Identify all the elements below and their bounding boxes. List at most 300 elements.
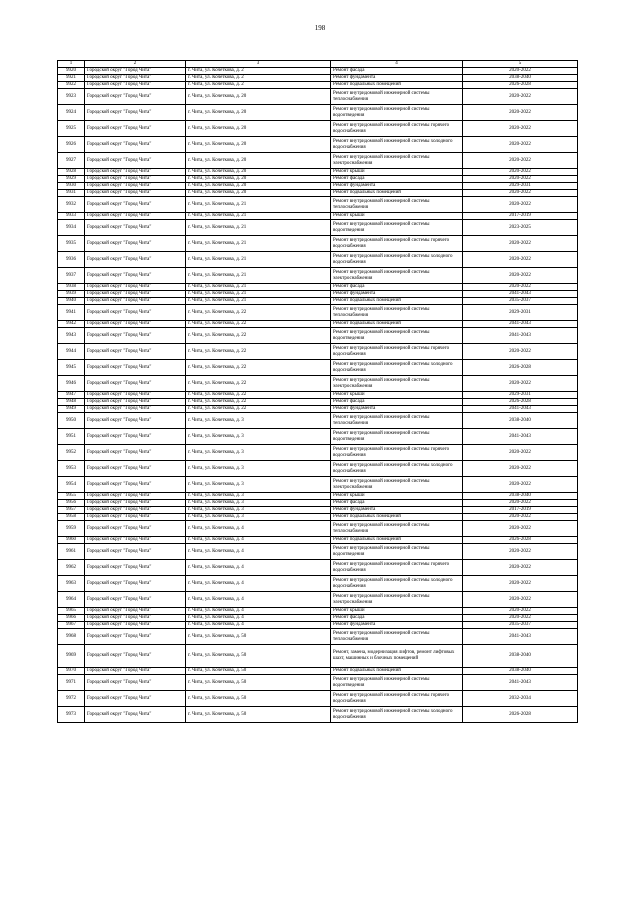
- work-type-cell: Ремонт внутридомовой инженерной системы электроснабжения: [331, 592, 463, 608]
- address-cell: г. Чита, ул. Кочеткова, д. 4: [186, 608, 331, 615]
- municipality-cell: Городской округ "Город Чита": [85, 406, 186, 413]
- address-cell: г. Чита, ул. Кочеткова, д. 21: [186, 284, 331, 291]
- table-row: [58, 183, 578, 190]
- work-type-cell: Ремонт внутридомовой инженерной системы водоотведения: [331, 328, 463, 344]
- table-row: [58, 445, 578, 461]
- row-number: 9925: [58, 121, 85, 137]
- period-cell: 2020-2022: [463, 190, 578, 197]
- work-type-cell: Ремонт внутридомовой инженерной системы электроснабжения: [331, 268, 463, 284]
- period-cell: 2026-2028: [463, 360, 578, 376]
- address-cell: г. Чита, ул. Кочеткова, д. 21: [186, 213, 331, 220]
- row-number: 9939: [58, 291, 85, 298]
- row-number: 9973: [58, 707, 85, 723]
- municipality-cell: Городской округ "Город Чита": [85, 608, 186, 615]
- work-type-cell: Ремонт внутридомовой инженерной системы теплоснабжения: [331, 629, 463, 645]
- row-number: 9932: [58, 197, 85, 213]
- address-cell: г. Чита, ул. Кочеткова, д. 20: [186, 153, 331, 169]
- address-cell: г. Чита, ул. Кочеткова, д. 22: [186, 360, 331, 376]
- period-cell: 2020-2022: [463, 376, 578, 392]
- period-cell: 2026-2028: [463, 82, 578, 89]
- period-cell: 2029-2031: [463, 392, 578, 399]
- municipality-cell: Городской округ "Город Чита": [85, 252, 186, 268]
- period-cell: 2038-2040: [463, 493, 578, 500]
- address-cell: г. Чита, ул. Кочеткова, д. 4: [186, 544, 331, 560]
- address-cell: г. Чита, ул. Кочеткова, д. 50: [186, 675, 331, 691]
- table-row: [58, 668, 578, 675]
- work-type-cell: Ремонт внутридомовой инженерной системы водоотведения: [331, 544, 463, 560]
- address-cell: г. Чита, ул. Кочеткова, д. 3: [186, 507, 331, 514]
- municipality-cell: Городской округ "Город Чита": [85, 153, 186, 169]
- row-number: 9930: [58, 183, 85, 190]
- municipality-cell: Городской округ "Город Чита": [85, 121, 186, 137]
- municipality-cell: Городской округ "Город Чита": [85, 190, 186, 197]
- address-cell: г. Чита, ул. Кочеткова, д. 21: [186, 197, 331, 213]
- table-row: [58, 493, 578, 500]
- table-row: [58, 477, 578, 493]
- period-cell: 2017-2019: [463, 507, 578, 514]
- work-type-cell: Ремонт внутридомовой инженерной системы горячего водоснабжения: [331, 691, 463, 707]
- row-number: 9970: [58, 668, 85, 675]
- table-row: [58, 399, 578, 406]
- municipality-cell: Городской округ "Город Чита": [85, 213, 186, 220]
- work-type-cell: Ремонт подвальных помещений: [331, 190, 463, 197]
- work-type-cell: Ремонт, замена, модернизация лифтов, ремонт лифтовых шахт, машинных и блочных помещений: [331, 645, 463, 668]
- address-cell: г. Чита, ул. Кочеткова, д. 4: [186, 537, 331, 544]
- table-row: [58, 284, 578, 291]
- row-number: 9959: [58, 521, 85, 537]
- municipality-cell: Городской округ "Город Чита": [85, 500, 186, 507]
- period-cell: 2020-2022: [463, 500, 578, 507]
- municipality-cell: Городской округ "Город Чита": [85, 544, 186, 560]
- period-cell: 2026-2028: [463, 707, 578, 723]
- municipality-cell: Городской округ "Город Чита": [85, 291, 186, 298]
- work-type-cell: Ремонт фасада: [331, 615, 463, 622]
- municipality-cell: Городской округ "Город Чита": [85, 105, 186, 121]
- address-cell: г. Чита, ул. Кочеткова, д. 3: [186, 477, 331, 493]
- period-cell: 2020-2022: [463, 445, 578, 461]
- table-row: [58, 121, 578, 137]
- address-cell: г. Чита, ул. Кочеткова, д. 21: [186, 298, 331, 305]
- row-number: 9942: [58, 321, 85, 328]
- address-cell: г. Чита, ул. Кочеткова, д. 22: [186, 328, 331, 344]
- municipality-cell: Городской округ "Город Чита": [85, 305, 186, 321]
- period-cell: 2020-2022: [463, 153, 578, 169]
- row-number: 9922: [58, 82, 85, 89]
- work-type-cell: Ремонт внутридомовой инженерной системы водоотведения: [331, 675, 463, 691]
- table-row: [58, 560, 578, 576]
- table-row: [58, 75, 578, 82]
- address-cell: г. Чита, ул. Кочеткова, д. 22: [186, 376, 331, 392]
- address-cell: г. Чита, ул. Кочеткова, д. 22: [186, 305, 331, 321]
- period-cell: 2020-2022: [463, 121, 578, 137]
- table-row: [58, 592, 578, 608]
- period-cell: 2020-2022: [463, 105, 578, 121]
- municipality-cell: Городской округ "Город Чита": [85, 560, 186, 576]
- period-cell: 2020-2022: [463, 560, 578, 576]
- row-number: 9934: [58, 220, 85, 236]
- row-number: 9946: [58, 376, 85, 392]
- table-row: [58, 190, 578, 197]
- work-type-cell: Ремонт внутридомовой инженерной системы теплоснабжения: [331, 521, 463, 537]
- municipality-cell: Городской округ "Город Чита": [85, 236, 186, 252]
- table-row: [58, 461, 578, 477]
- municipality-cell: Городской округ "Город Чита": [85, 675, 186, 691]
- row-number: 9950: [58, 413, 85, 429]
- row-number: 9971: [58, 675, 85, 691]
- work-type-cell: Ремонт внутридомовой инженерной системы горячего водоснабжения: [331, 445, 463, 461]
- work-type-cell: Ремонт фундамента: [331, 507, 463, 514]
- row-number: 9952: [58, 445, 85, 461]
- table-row: [58, 105, 578, 121]
- table-row: [58, 629, 578, 645]
- table-row: [58, 213, 578, 220]
- municipality-cell: Городской округ "Город Чита": [85, 399, 186, 406]
- address-cell: г. Чита, ул. Кочеткова, д. 20: [186, 183, 331, 190]
- work-type-cell: Ремонт внутридомовой инженерной системы холодного водоснабжения: [331, 252, 463, 268]
- table-row: [58, 645, 578, 668]
- municipality-cell: Городской округ "Город Чита": [85, 344, 186, 360]
- municipality-cell: Городской округ "Город Чита": [85, 514, 186, 521]
- municipality-cell: Городской округ "Город Чита": [85, 629, 186, 645]
- period-cell: 2017-2019: [463, 213, 578, 220]
- period-cell: 2020-2022: [463, 576, 578, 592]
- address-cell: г. Чита, ул. Кочеткова, д. 4: [186, 615, 331, 622]
- municipality-cell: Городской округ "Город Чита": [85, 622, 186, 629]
- work-type-cell: Ремонт внутридомовой инженерной системы теплоснабжения: [331, 413, 463, 429]
- work-type-cell: Ремонт подвальных помещений: [331, 321, 463, 328]
- address-cell: г. Чита, ул. Кочеткова, д. 20: [186, 169, 331, 176]
- address-cell: г. Чита, ул. Кочеткова, д. 3: [186, 445, 331, 461]
- table-row: [58, 413, 578, 429]
- municipality-cell: Городской округ "Город Чита": [85, 493, 186, 500]
- period-cell: 2020-2022: [463, 176, 578, 183]
- work-type-cell: Ремонт внутридомовой инженерной системы водоотведения: [331, 220, 463, 236]
- work-type-cell: Ремонт подвальных помещений: [331, 537, 463, 544]
- period-cell: 2020-2022: [463, 514, 578, 521]
- row-number: 9955: [58, 493, 85, 500]
- row-number: 9926: [58, 137, 85, 153]
- row-number: 9965: [58, 608, 85, 615]
- municipality-cell: Городской округ "Город Чита": [85, 576, 186, 592]
- period-cell: 2041-2043: [463, 429, 578, 445]
- address-cell: г. Чита, ул. Кочеткова, д. 22: [186, 406, 331, 413]
- table-row: [58, 344, 578, 360]
- municipality-cell: Городской округ "Город Чита": [85, 82, 186, 89]
- row-number: 9957: [58, 507, 85, 514]
- table-body: [58, 68, 578, 723]
- address-cell: г. Чита, ул. Кочеткова, д. 20: [186, 105, 331, 121]
- table-row: [58, 406, 578, 413]
- work-type-cell: Ремонт внутридомовой инженерной системы холодного водоснабжения: [331, 360, 463, 376]
- period-cell: 2020-2022: [463, 169, 578, 176]
- work-type-cell: Ремонт подвальных помещений: [331, 514, 463, 521]
- period-cell: 2029-2031: [463, 305, 578, 321]
- row-number: 9931: [58, 190, 85, 197]
- municipality-cell: Городской округ "Город Чита": [85, 169, 186, 176]
- row-number: 9921: [58, 75, 85, 82]
- address-cell: г. Чита, ул. Кочеткова, д. 22: [186, 392, 331, 399]
- address-cell: г. Чита, ул. Кочеткова, д. 3: [186, 461, 331, 477]
- period-cell: 2038-2040: [463, 668, 578, 675]
- row-number: 9947: [58, 392, 85, 399]
- address-cell: г. Чита, ул. Кочеткова, д. 21: [186, 268, 331, 284]
- row-number: 9954: [58, 477, 85, 493]
- period-cell: 2041-2043: [463, 328, 578, 344]
- table-row: [58, 429, 578, 445]
- period-cell: 2020-2022: [463, 608, 578, 615]
- table-row: [58, 615, 578, 622]
- work-type-cell: Ремонт фасада: [331, 284, 463, 291]
- row-number: 9940: [58, 298, 85, 305]
- header-row: [58, 61, 578, 68]
- period-cell: 2020-2022: [463, 615, 578, 622]
- work-type-cell: Ремонт подвальных помещений: [331, 82, 463, 89]
- address-cell: г. Чита, ул. Кочеткова, д. 20: [186, 121, 331, 137]
- row-number: 9968: [58, 629, 85, 645]
- table-row: [58, 544, 578, 560]
- table-row: [58, 507, 578, 514]
- table-row: [58, 291, 578, 298]
- row-number: 9963: [58, 576, 85, 592]
- municipality-cell: Городской округ "Город Чита": [85, 461, 186, 477]
- period-cell: 2041-2043: [463, 291, 578, 298]
- work-type-cell: Ремонт внутридомовой инженерной системы горячего водоснабжения: [331, 344, 463, 360]
- municipality-cell: Городской округ "Город Чита": [85, 137, 186, 153]
- table-row: [58, 169, 578, 176]
- work-type-cell: Ремонт подвальных помещений: [331, 668, 463, 675]
- table-row: [58, 137, 578, 153]
- period-cell: 2020-2022: [463, 461, 578, 477]
- work-type-cell: Ремонт внутридомовой инженерной системы холодного водоснабжения: [331, 576, 463, 592]
- table-row: [58, 328, 578, 344]
- row-number: 9937: [58, 268, 85, 284]
- work-type-cell: Ремонт фундамента: [331, 291, 463, 298]
- table-row: [58, 89, 578, 105]
- period-cell: 2041-2043: [463, 629, 578, 645]
- row-number: 9941: [58, 305, 85, 321]
- period-cell: 2038-2040: [463, 413, 578, 429]
- address-cell: г. Чита, ул. Кочеткова, д. 22: [186, 399, 331, 406]
- table-row: [58, 268, 578, 284]
- work-type-cell: Ремонт внутридомовой инженерной системы водоотведения: [331, 105, 463, 121]
- table-row: [58, 236, 578, 252]
- period-cell: 2026-2028: [463, 399, 578, 406]
- municipality-cell: Городской округ "Город Чита": [85, 220, 186, 236]
- address-cell: г. Чита, ул. Кочеткова, д. 22: [186, 344, 331, 360]
- repair-schedule-table: [57, 60, 578, 723]
- table-row: [58, 622, 578, 629]
- municipality-cell: Городской округ "Город Чита": [85, 537, 186, 544]
- municipality-cell: Городской округ "Город Чита": [85, 477, 186, 493]
- municipality-cell: Городской округ "Город Чита": [85, 376, 186, 392]
- table-row: [58, 82, 578, 89]
- period-cell: 2020-2022: [463, 284, 578, 291]
- row-number: 9966: [58, 615, 85, 622]
- table-row: [58, 376, 578, 392]
- period-cell: 2020-2022: [463, 197, 578, 213]
- work-type-cell: Ремонт крыши: [331, 493, 463, 500]
- address-cell: г. Чита, ул. Кочеткова, д. 50: [186, 707, 331, 723]
- row-number: 9935: [58, 236, 85, 252]
- row-number: 9933: [58, 213, 85, 220]
- municipality-cell: Городской округ "Город Чита": [85, 707, 186, 723]
- period-cell: 2029-2031: [463, 183, 578, 190]
- period-cell: 2020-2022: [463, 68, 578, 75]
- period-cell: 2032-2034: [463, 691, 578, 707]
- address-cell: г. Чита, ул. Кочеткова, д. 20: [186, 176, 331, 183]
- row-number: 9956: [58, 500, 85, 507]
- address-cell: г. Чита, ул. Кочеткова, д. 4: [186, 576, 331, 592]
- municipality-cell: Городской округ "Город Чита": [85, 645, 186, 668]
- address-cell: г. Чита, ул. Кочеткова, д. 4: [186, 622, 331, 629]
- work-type-cell: Ремонт внутридомовой инженерной системы теплоснабжения: [331, 89, 463, 105]
- work-type-cell: Ремонт внутридомовой инженерной системы электроснабжения: [331, 153, 463, 169]
- table-row: [58, 176, 578, 183]
- work-type-cell: Ремонт фундамента: [331, 622, 463, 629]
- work-type-cell: Ремонт фасада: [331, 399, 463, 406]
- municipality-cell: Городской округ "Город Чита": [85, 75, 186, 82]
- table-row: [58, 153, 578, 169]
- period-cell: 2020-2022: [463, 137, 578, 153]
- work-type-cell: Ремонт внутридомовой инженерной системы горячего водоснабжения: [331, 236, 463, 252]
- work-type-cell: Ремонт фасада: [331, 500, 463, 507]
- period-cell: 2035-2037: [463, 298, 578, 305]
- table-row: [58, 521, 578, 537]
- municipality-cell: Городской округ "Город Чита": [85, 268, 186, 284]
- row-number: 9920: [58, 68, 85, 75]
- work-type-cell: Ремонт подвальных помещений: [331, 298, 463, 305]
- period-cell: 2020-2022: [463, 268, 578, 284]
- table-row: [58, 298, 578, 305]
- table-row: [58, 197, 578, 213]
- row-number: 9943: [58, 328, 85, 344]
- address-cell: г. Чита, ул. Кочеткова, д. 2: [186, 75, 331, 82]
- address-cell: г. Чита, ул. Кочеткова, д. 3: [186, 493, 331, 500]
- address-cell: г. Чита, ул. Кочеткова, д. 4: [186, 560, 331, 576]
- table-row: [58, 514, 578, 521]
- column-header-2: 2: [85, 61, 186, 68]
- work-type-cell: Ремонт фасада: [331, 68, 463, 75]
- table-row: [58, 707, 578, 723]
- municipality-cell: Городской округ "Город Чита": [85, 328, 186, 344]
- period-cell: 2020-2022: [463, 477, 578, 493]
- table-row: [58, 500, 578, 507]
- municipality-cell: Городской округ "Город Чита": [85, 668, 186, 675]
- column-header-4: 4: [331, 61, 463, 68]
- row-number: 9928: [58, 169, 85, 176]
- table-row: [58, 360, 578, 376]
- period-cell: 2038-2040: [463, 645, 578, 668]
- row-number: 9953: [58, 461, 85, 477]
- row-number: 9923: [58, 89, 85, 105]
- address-cell: г. Чита, ул. Кочеткова, д. 20: [186, 190, 331, 197]
- address-cell: г. Чита, ул. Кочеткова, д. 21: [186, 220, 331, 236]
- municipality-cell: Городской округ "Город Чита": [85, 360, 186, 376]
- period-cell: 2041-2043: [463, 675, 578, 691]
- work-type-cell: Ремонт фасада: [331, 176, 463, 183]
- municipality-cell: Городской округ "Город Чита": [85, 592, 186, 608]
- municipality-cell: Городской округ "Город Чита": [85, 176, 186, 183]
- work-type-cell: Ремонт крыши: [331, 213, 463, 220]
- municipality-cell: Городской округ "Город Чита": [85, 429, 186, 445]
- work-type-cell: Ремонт внутридомовой инженерной системы горячего водоснабжения: [331, 560, 463, 576]
- work-type-cell: Ремонт крыши: [331, 169, 463, 176]
- municipality-cell: Городской округ "Город Чита": [85, 615, 186, 622]
- column-header-5: 5: [463, 61, 578, 68]
- address-cell: г. Чита, ул. Кочеткова, д. 2: [186, 68, 331, 75]
- table-row: [58, 252, 578, 268]
- row-number: 9951: [58, 429, 85, 445]
- row-number: 9924: [58, 105, 85, 121]
- table-row: [58, 537, 578, 544]
- municipality-cell: Городской округ "Город Чита": [85, 507, 186, 514]
- address-cell: г. Чита, ул. Кочеткова, д. 50: [186, 645, 331, 668]
- work-type-cell: Ремонт фундамента: [331, 75, 463, 82]
- row-number: 9960: [58, 537, 85, 544]
- address-cell: г. Чита, ул. Кочеткова, д. 3: [186, 500, 331, 507]
- row-number: 9929: [58, 176, 85, 183]
- row-number: 9949: [58, 406, 85, 413]
- work-type-cell: Ремонт внутридомовой инженерной системы горячего водоснабжения: [331, 121, 463, 137]
- work-type-cell: Ремонт внутридомовой инженерной системы теплоснабжения: [331, 305, 463, 321]
- address-cell: г. Чита, ул. Кочеткова, д. 50: [186, 629, 331, 645]
- municipality-cell: Городской округ "Город Чита": [85, 321, 186, 328]
- period-cell: 2020-2022: [463, 592, 578, 608]
- period-cell: 2035-2037: [463, 622, 578, 629]
- period-cell: 2020-2022: [463, 521, 578, 537]
- period-cell: 2041-2043: [463, 406, 578, 413]
- address-cell: г. Чита, ул. Кочеткова, д. 3: [186, 429, 331, 445]
- address-cell: г. Чита, ул. Кочеткова, д. 3: [186, 514, 331, 521]
- period-cell: 2038-2040: [463, 75, 578, 82]
- municipality-cell: Городской округ "Город Чита": [85, 445, 186, 461]
- row-number: 9972: [58, 691, 85, 707]
- municipality-cell: Городской округ "Город Чита": [85, 197, 186, 213]
- work-type-cell: Ремонт внутридомовой инженерной системы холодного водоснабжения: [331, 707, 463, 723]
- table-row: [58, 220, 578, 236]
- period-cell: 2020-2022: [463, 544, 578, 560]
- municipality-cell: Городской округ "Город Чита": [85, 183, 186, 190]
- table-row: [58, 305, 578, 321]
- municipality-cell: Городской округ "Город Чита": [85, 284, 186, 291]
- address-cell: г. Чита, ул. Кочеткова, д. 21: [186, 236, 331, 252]
- period-cell: 2020-2022: [463, 344, 578, 360]
- table-row: [58, 68, 578, 75]
- table-row: [58, 576, 578, 592]
- table-row: [58, 392, 578, 399]
- municipality-cell: Городской округ "Город Чита": [85, 413, 186, 429]
- municipality-cell: Городской округ "Город Чита": [85, 298, 186, 305]
- row-number: 9944: [58, 344, 85, 360]
- work-type-cell: Ремонт внутридомовой инженерной системы холодного водоснабжения: [331, 461, 463, 477]
- column-header-3: 3: [186, 61, 331, 68]
- period-cell: 2026-2028: [463, 537, 578, 544]
- work-type-cell: Ремонт внутридомовой инженерной системы электроснабжения: [331, 376, 463, 392]
- row-number: 9962: [58, 560, 85, 576]
- work-type-cell: Ремонт внутридомовой инженерной системы электроснабжения: [331, 477, 463, 493]
- address-cell: г. Чита, ул. Кочеткова, д. 50: [186, 668, 331, 675]
- period-cell: 2020-2022: [463, 89, 578, 105]
- row-number: 9938: [58, 284, 85, 291]
- period-cell: 2020-2022: [463, 252, 578, 268]
- work-type-cell: Ремонт внутридомовой инженерной системы теплоснабжения: [331, 197, 463, 213]
- work-type-cell: Ремонт фундамента: [331, 406, 463, 413]
- address-cell: г. Чита, ул. Кочеткова, д. 2: [186, 82, 331, 89]
- work-type-cell: Ремонт внутридомовой инженерной системы холодного водоснабжения: [331, 137, 463, 153]
- row-number: 9945: [58, 360, 85, 376]
- row-number: 9969: [58, 645, 85, 668]
- address-cell: г. Чита, ул. Кочеткова, д. 4: [186, 592, 331, 608]
